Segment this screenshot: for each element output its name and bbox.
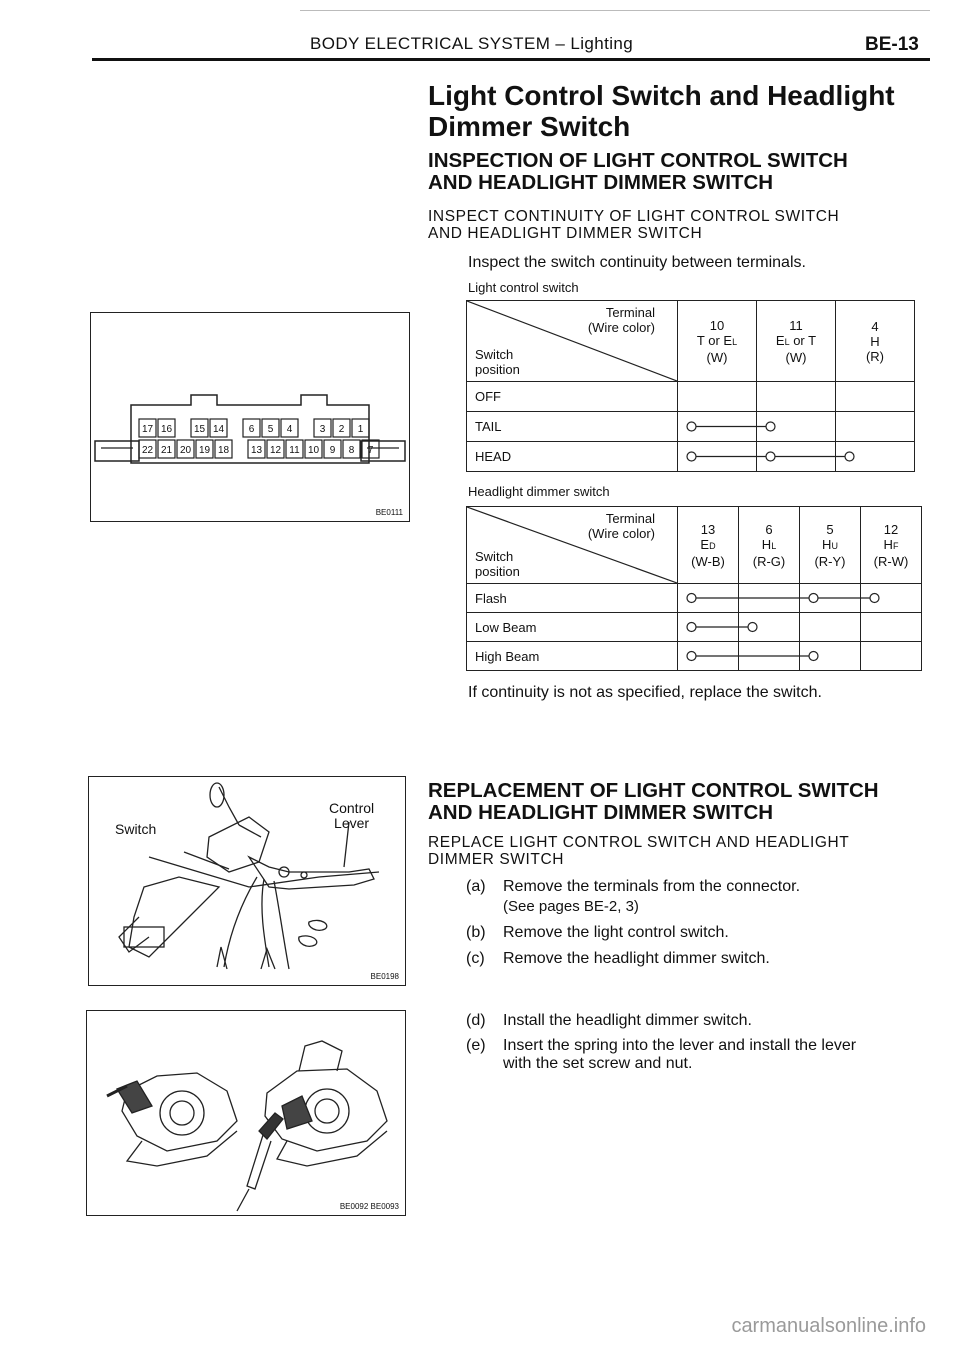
connector-pin-number: 7	[367, 445, 374, 456]
terminal-number: 6	[765, 521, 773, 537]
header-rule	[92, 58, 930, 61]
continuity-terminal-circle	[809, 652, 818, 661]
wire-color-label: (Wire color)	[587, 526, 655, 541]
connector-pin-number: 19	[198, 445, 211, 456]
connector-pin-number: 15	[193, 424, 206, 435]
connector-pin-number: 3	[319, 424, 326, 435]
continuity-terminal-circle	[687, 623, 696, 632]
switch-position-cell: HEAD	[467, 442, 678, 472]
terminal-code: E	[775, 332, 785, 348]
terminal-number: 11	[789, 317, 803, 333]
lever-label: Lever	[334, 815, 370, 831]
connector-pin-number: 12	[269, 445, 282, 456]
step-text: Insert the spring into the lever and install the lever	[503, 1037, 857, 1054]
installation-figure	[86, 1010, 406, 1216]
wire-color: (W-B)	[691, 553, 725, 569]
inspection-subheading-line-1: INSPECT CONTINUITY OF LIGHT CONTROL SWITCH	[428, 208, 840, 225]
step-text: Remove the headlight dimmer switch.	[503, 950, 770, 967]
connector-diagram	[91, 313, 409, 521]
continuity-terminal-circle	[845, 452, 854, 461]
page-number: BE-13	[865, 34, 919, 55]
continuity-terminal-circle	[766, 422, 775, 431]
light-table-caption: Light control switch	[468, 280, 579, 295]
step-text: Install the headlight dimmer switch.	[503, 1012, 752, 1029]
step-text-continued: with the set screw and nut.	[503, 1055, 693, 1072]
step-key: (c)	[466, 950, 485, 967]
terminal-label: Terminal	[605, 305, 655, 320]
replacement-subheading-line-1: REPLACE LIGHT CONTROL SWITCH AND HEADLIGHT	[428, 834, 850, 851]
figure-code: BE0198	[370, 972, 399, 981]
terminal-number: 5	[826, 521, 834, 537]
continuity-terminal-circle	[687, 422, 696, 431]
wire-color: (W)	[706, 349, 728, 365]
continuity-terminal-circle	[748, 623, 757, 632]
section-title-line-1: Light Control Switch and Headlight	[428, 80, 895, 111]
connector-pin-number: 5	[267, 424, 274, 435]
switch-position-cell: TAIL	[467, 412, 678, 442]
section-title-line-2: Dimmer Switch	[428, 111, 631, 142]
replacement-subheading	[428, 834, 849, 868]
continuity-terminal-circle	[687, 652, 696, 661]
terminal-code-subscript: D	[709, 540, 716, 551]
terminal-number: 12	[883, 521, 899, 537]
installation-drawing	[87, 1011, 405, 1215]
replacement-heading	[428, 780, 879, 824]
terminal-code: H	[761, 536, 772, 552]
site-watermark: carmanualsonline.info	[731, 1315, 926, 1337]
control-lever-callout	[329, 801, 374, 831]
terminal-code-suffix: or T	[789, 332, 817, 348]
wire-color: (R-Y)	[814, 553, 846, 569]
switch-assembly-figure	[88, 776, 406, 986]
terminal-code-subscript: L	[784, 336, 790, 347]
continuity-terminal-circle	[766, 452, 775, 461]
wire-color: (R)	[865, 348, 885, 364]
connector-pin-number: 22	[141, 445, 154, 456]
connector-pin-number: 13	[250, 445, 263, 456]
connector-pin-number: 10	[307, 445, 320, 456]
terminal-code-subscript: L	[732, 336, 738, 347]
wire-color: (W)	[785, 349, 807, 365]
switch-position-cell: OFF	[467, 382, 678, 412]
continuity-terminal-circle	[687, 594, 696, 603]
terminal-code-subscript: F	[892, 540, 899, 551]
switch-position-cell: High Beam	[467, 642, 678, 671]
control-label: Control	[329, 800, 375, 816]
terminal-number: 13	[700, 521, 716, 537]
wire-color: (R-G)	[752, 553, 786, 569]
connector-pin-number: 21	[160, 445, 173, 456]
step-key: (a)	[466, 878, 486, 895]
step-key: (b)	[466, 924, 486, 941]
terminal-label: Terminal	[605, 511, 655, 526]
replacement-heading-line-2: AND HEADLIGHT DIMMER SWITCH	[428, 801, 774, 824]
inspection-subheading-line-2: AND HEADLIGHT DIMMER SWITCH	[428, 225, 703, 242]
switch-callout: Switch	[115, 821, 157, 837]
connector-pin-number: 17	[141, 424, 154, 435]
connector-pin-number: 18	[217, 445, 230, 456]
dimmer-table-continuity-overlay	[466, 506, 926, 686]
position-label: position	[475, 362, 520, 377]
switch-position-cell: Low Beam	[467, 613, 678, 642]
inspection-heading-line-1: INSPECTION OF LIGHT CONTROL SWITCH	[428, 149, 848, 172]
terminal-code: H	[822, 536, 832, 552]
connector-pin-number: 2	[338, 424, 345, 435]
connector-pin-number: 8	[348, 445, 355, 456]
switch-label: Switch	[475, 347, 514, 362]
continuity-terminal-circle	[687, 452, 696, 461]
terminal-code: H	[883, 536, 893, 552]
dimmer-table-caption: Headlight dimmer switch	[468, 484, 610, 499]
terminal-code-subscript: L	[771, 540, 777, 551]
terminal-number: 10	[709, 317, 725, 333]
inspection-heading-line-2: AND HEADLIGHT DIMMER SWITCH	[428, 171, 774, 194]
inspection-subheading	[428, 208, 839, 242]
terminal-code: H	[870, 333, 880, 349]
replacement-subheading-line-2: DIMMER SWITCH	[428, 851, 565, 868]
terminal-code-subscript: U	[831, 540, 838, 551]
connector-pin-number: 6	[248, 424, 255, 435]
terminal-code: E	[700, 536, 710, 552]
figure-code: BE0111	[375, 508, 403, 517]
connector-bottom-row	[139, 440, 379, 458]
terminal-code: T or E	[696, 332, 733, 348]
step-key: (d)	[466, 1012, 486, 1029]
figure-code: BE0092 BE0093	[339, 1202, 399, 1211]
inspection-heading	[428, 150, 848, 194]
terminal-number: 4	[871, 318, 879, 334]
step-text: Remove the light control switch.	[503, 924, 729, 941]
position-label: position	[475, 564, 520, 579]
step-text-continued: (See pages BE-2, 3)	[503, 898, 639, 915]
connector-top-row	[139, 419, 369, 437]
connector-pin-number: 1	[357, 424, 364, 435]
step-key: (e)	[466, 1037, 486, 1054]
switch-position-cell: Flash	[467, 584, 678, 613]
connector-pin-number: 20	[179, 445, 192, 456]
connector-pin-number: 16	[160, 424, 173, 435]
inspection-note: If continuity is not as specified, replace the switch.	[468, 684, 822, 701]
connector-pin-number: 9	[329, 445, 336, 456]
wire-color: (R-W)	[873, 553, 909, 569]
continuity-terminal-circle	[809, 594, 818, 603]
inspection-intro: Inspect the switch continuity between terminals.	[468, 254, 806, 271]
top-hairline	[300, 10, 930, 11]
connector-pin-number: 11	[289, 445, 300, 456]
replacement-heading-line-1: REPLACEMENT OF LIGHT CONTROL SWITCH	[428, 779, 879, 802]
connector-pin-number: 14	[212, 424, 225, 435]
running-header: BODY ELECTRICAL SYSTEM – Lighting	[310, 34, 634, 53]
step-text: Remove the terminals from the connector.	[503, 878, 801, 895]
light-table-continuity-overlay	[466, 300, 926, 480]
connector-figure	[90, 312, 410, 522]
continuity-terminal-circle	[870, 594, 879, 603]
connector-pin-number: 4	[286, 424, 293, 435]
switch-label: Switch	[475, 549, 514, 564]
section-title	[428, 80, 895, 142]
wire-color-label: (Wire color)	[587, 320, 655, 335]
